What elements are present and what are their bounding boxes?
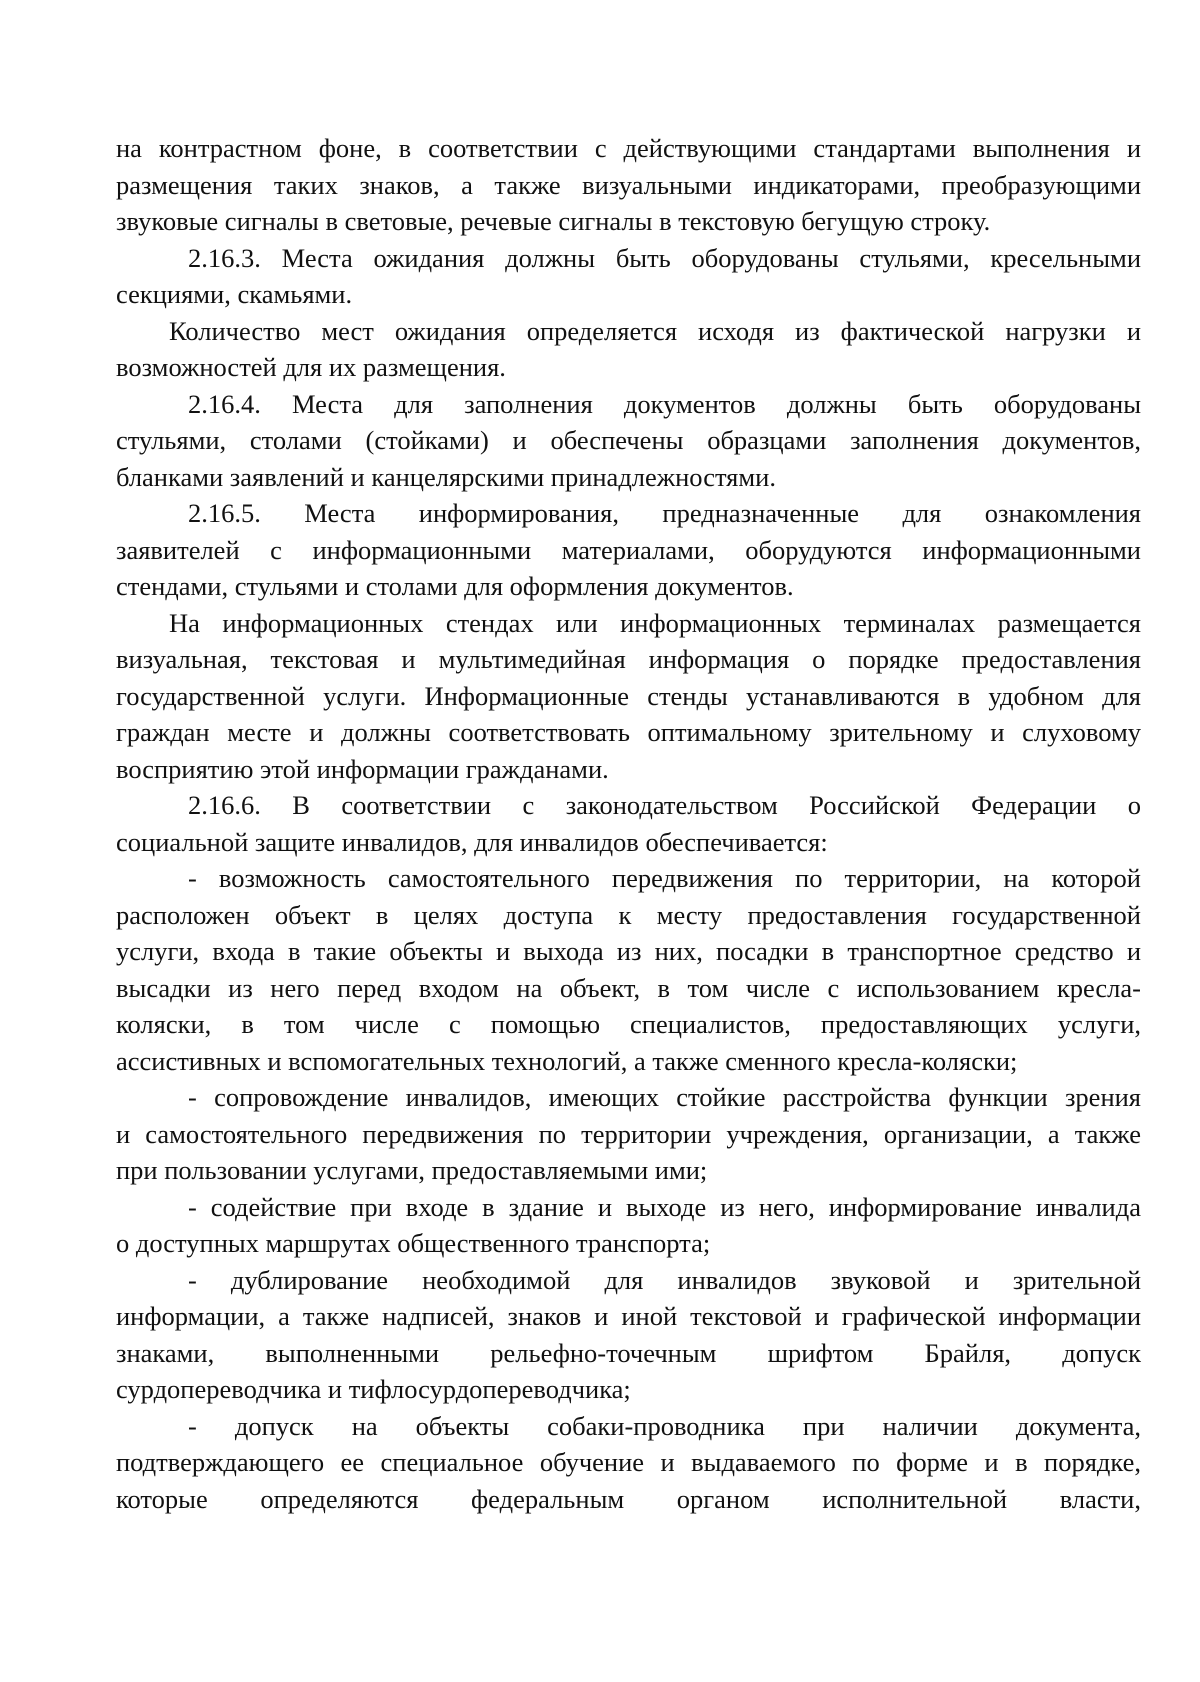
text-line: - возможность самостоятельного передвижения по территории, на которой bbox=[188, 863, 1141, 893]
text-line: которые определяются федеральным органом исполнительной власти, bbox=[116, 1483, 1141, 1514]
text-line: размещения таких знаков, а также визуальными индикаторами, преобразующими bbox=[116, 169, 1141, 200]
text-line: Количество мест ожидания определяется исходя из фактической нагрузки и bbox=[169, 315, 1141, 346]
text-line: визуальная, текстовая и мультимедийная информация о порядке предоставления bbox=[116, 644, 1141, 674]
text-line: стульями, столами (стойками) и обеспечены образцами заполнения документов, bbox=[116, 425, 1141, 455]
text-line: при пользовании услугами, предоставляемыми ими; bbox=[116, 1155, 708, 1185]
text-line: бланками заявлений и канцелярскими принадлежностями. bbox=[116, 461, 776, 492]
text-line: услуги, входа в такие объекты и выхода из них, посадки в транспортное средство и bbox=[116, 936, 1141, 966]
text-line: восприятию этой информации гражданами. bbox=[116, 753, 609, 784]
text-line: - дублирование необходимой для инвалидов звуковой и зрительной bbox=[188, 1264, 1141, 1295]
text-line: подтверждающего ее специальное обучение и выдаваемого по форме и в порядке, bbox=[116, 1447, 1141, 1477]
text-line: секциями, скамьями. bbox=[116, 279, 353, 309]
text-line: на контрастном фоне, в соответствии с действующими стандартами выполнения и bbox=[116, 133, 1141, 163]
text-line: - содействие при входе в здание и выходе из него, информирование инвалида bbox=[188, 1191, 1141, 1222]
text-line: - допуск на объекты собаки-проводника при наличии документа, bbox=[188, 1410, 1141, 1441]
text-line: информации, а также надписей, знаков и иной текстовой и графической информации bbox=[116, 1301, 1141, 1331]
text-line: сурдопереводчика и тифлосурдопереводчика; bbox=[116, 1374, 631, 1404]
document-body bbox=[116, 130, 1141, 1517]
text-line: государственной услуги. Информационные стенды устанавливаются в удобном для bbox=[116, 680, 1141, 711]
text-line: стендами, стульями и столами для оформления документов. bbox=[116, 571, 794, 601]
text-line: коляски, в том числе с помощью специалистов, предоставляющих услуги, bbox=[116, 1009, 1141, 1039]
text-line: 2.16.3. Места ожидания должны быть оборудованы стульями, кресельными bbox=[188, 242, 1141, 273]
text-line: о доступных маршрутах общественного транспорта; bbox=[116, 1228, 711, 1258]
text-line: граждан месте и должны соответствовать оптимальному зрительному и слуховому bbox=[116, 717, 1141, 747]
text-line: 2.16.6. В соответствии с законодательством Российской Федерации о bbox=[188, 790, 1141, 820]
text-line: знаками, выполненными рельефно-точечным шрифтом Брайля, допуск bbox=[116, 1337, 1141, 1368]
text-line: возможностей для их размещения. bbox=[116, 352, 506, 382]
text-line: 2.16.4. Места для заполнения документов должны быть оборудованы bbox=[188, 388, 1141, 419]
text-line: ассистивных и вспомогательных технологий, а также сменного кресла-коляски; bbox=[116, 1045, 1018, 1076]
text-line: - сопровождение инвалидов, имеющих стойкие расстройства функции зрения bbox=[188, 1082, 1141, 1112]
text-line: заявителей с информационными материалами, оборудуются информационными bbox=[116, 534, 1141, 565]
text-line: расположен объект в целях доступа к месту предоставления государственной bbox=[116, 899, 1141, 930]
text-line: и самостоятельного передвижения по территории учреждения, организации, а также bbox=[116, 1118, 1141, 1149]
text-line: высадки из него перед входом на объект, в том числе с использованием кресла- bbox=[116, 972, 1141, 1003]
text-line: социальной защите инвалидов, для инвалидов обеспечивается: bbox=[116, 826, 828, 857]
text-line: звуковые сигналы в световые, речевые сигналы в текстовую бегущую строку. bbox=[116, 206, 991, 236]
text-line: На информационных стендах или информационных терминалах размещается bbox=[169, 607, 1141, 638]
text-line: 2.16.5. Места информирования, предназначенные для ознакомления bbox=[188, 498, 1141, 528]
